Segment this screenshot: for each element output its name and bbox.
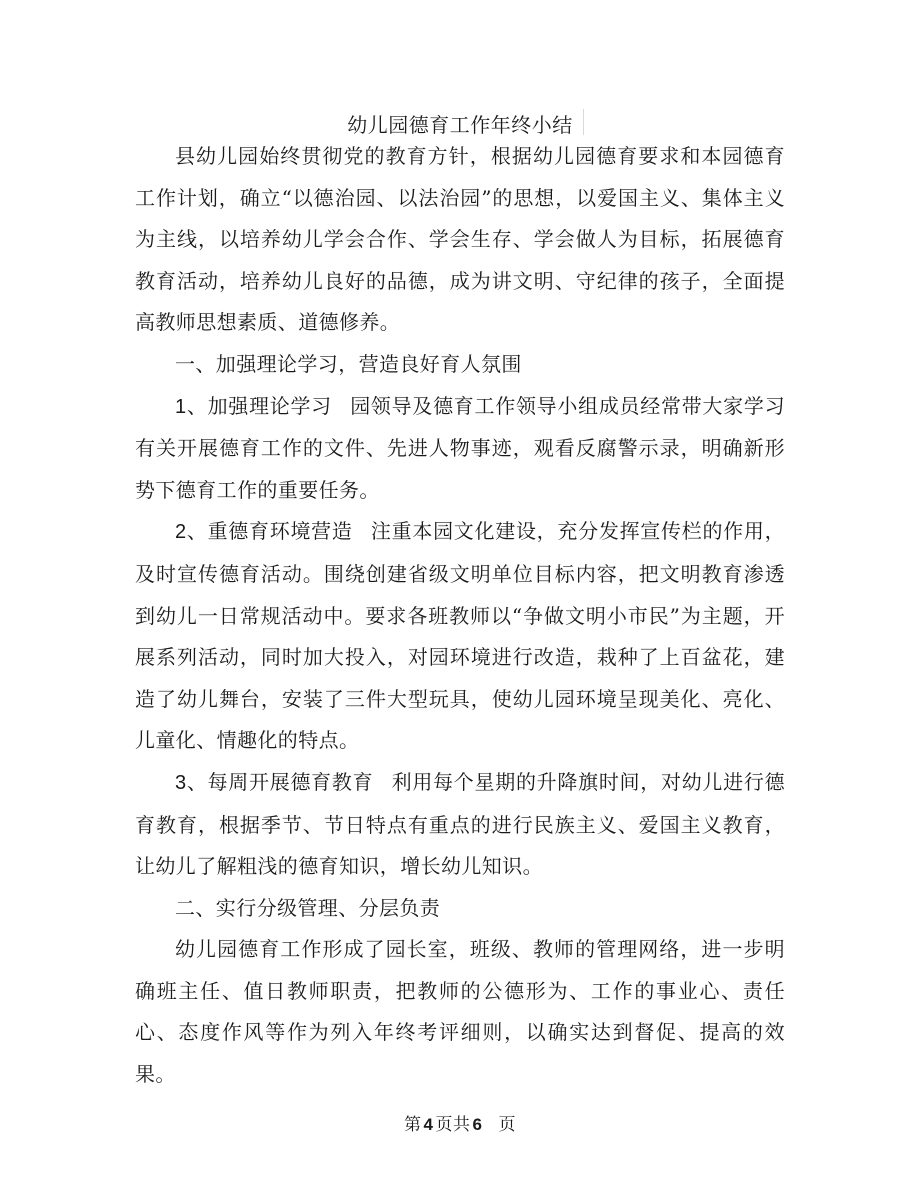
item-3-heading: 、每周开展德育教育 [186, 769, 374, 794]
section-1-heading: 一、加强理论学习，营造良好育人氛围 [175, 351, 522, 376]
section-2-heading: 二、实行分级管理、分层负责 [175, 895, 441, 920]
item-1-heading: 、加强理论学习 [186, 393, 332, 418]
footer-prefix: 第 [404, 1115, 422, 1135]
item-3-text: 利用每个星期的升降旗时间，对幼儿进行德育教育，根据季节、节日特点有重点的进行民族主义、爱国主义教育，让幼儿了解粗浅的德育知识，增长幼儿知识。 [135, 769, 785, 879]
intro-paragraph: 县幼儿园始终贯彻党的教育方针，根据幼儿园德育要求和本园德育工作计划，确立“以德治园、以法治园”的思想，以爱国主义、集体主义为主线，以培养幼儿学会合作、学会生存、学会做人为目标，拓展德育教育活动，培养幼儿良好的品德，成为讲文明、守纪律的孩子，全面提高教师思想素质、道德修养。 [135, 144, 785, 335]
item-3 [135, 762, 785, 888]
section-2-paragraph: 幼儿园德育工作形成了园长室，班级、教师的管理网络，进一步明确班主任、值日教师职责，把教师的公德形为、工作的事业心、责任心、态度作风等作为列入年终考评细则，以确实达到督促、提高的效果。 [135, 937, 785, 1087]
item-1-text: 园领导及德育工作领导小组成员经常带大家学习有关开展德育工作的文件、先进人物事迹，观看反腐警示录，明确新形势下德育工作的重要任务。 [135, 393, 785, 502]
footer-total-pages: 6 [472, 1115, 483, 1134]
item-2-heading: 、重德育环境营造 [186, 519, 353, 544]
title-divider [583, 109, 584, 135]
document-body [135, 136, 785, 1096]
item-2-text: 注重本园文化建设，充分发挥宣传栏的作用，及时宣传德育活动。围绕创建省级文明单位目标内容，把文明教育渗透到幼儿一日常规活动中。要求各班教师以“争做文明小市民”为主题，开展系列活动，同时加大投入，对园环境进行改造，栽种了上百盆花，建造了幼儿舞台，安装了三件大型玩具，使幼儿园环境呈现美化、亮化、儿童化、情趣化的特点。 [135, 519, 785, 753]
item-2 [135, 511, 785, 762]
item-1 [135, 386, 785, 512]
page-footer [0, 1113, 920, 1137]
item-1-number: 1 [175, 395, 187, 418]
footer-page-number: 4 [423, 1115, 434, 1134]
item-3-number: 3 [175, 771, 187, 794]
footer-suffix: 页 [498, 1115, 516, 1135]
item-2-number: 2 [175, 521, 187, 544]
page-title: 幼儿园德育工作年终小结 [347, 113, 573, 137]
footer-middle: 页共 [435, 1115, 471, 1135]
